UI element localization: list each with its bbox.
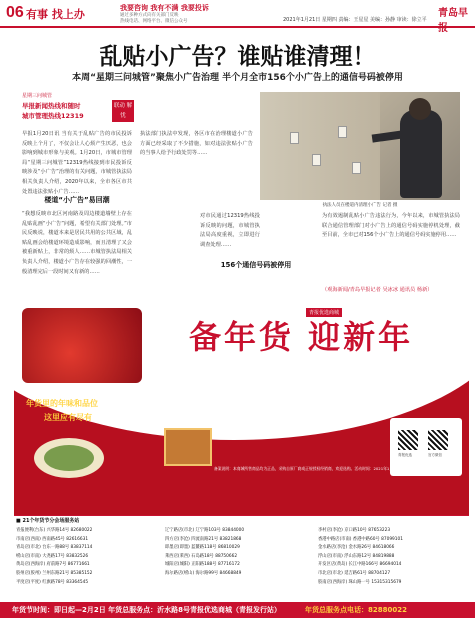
site-row: 开发区店(黄岛) 长江中路166号 86694014: [318, 562, 402, 568]
sites-header: ■ 21个年货节分会场服务站: [16, 518, 80, 524]
sites-column-1: [16, 527, 92, 587]
site-row: 青岛店(市北) 台东一路88号 83837114: [16, 545, 93, 551]
article-paragraph-5: 为有效遏制乱贴小广告违法行为，今年以来，市城管执法局联合通信管理部门对小广告上的通信号码实施停机处理，截至目前，全市已对156个小广告上的通信号码实施停用……: [322, 213, 460, 239]
section-heading-2: 156个通信号码被停用: [220, 261, 292, 269]
article-paragraph-4: 对市民通过12319热线投诉反映的问题，市城管执法局高度重视，立即进行调查处理……: [200, 213, 260, 248]
column-title-line2: 城市管理热线12319: [22, 112, 84, 120]
article-paragraph-3: 执法部门执法中发现，各区市在治理楼道小广告方面已经采取了不少措施，如对违法张贴小广告的当事人给予行政处罚等……: [140, 131, 253, 157]
site-row: 市南店(西南) 西南路45号 82616631: [16, 536, 89, 542]
site-row: 胶南店(西海岸) 珠山路一号 15315315679: [318, 579, 402, 585]
site-row: 莱西店(莱西) 石岛路18号 88750662: [165, 553, 238, 559]
site-row: 市北店(市北) 延吉路61号 88704127: [318, 570, 391, 576]
site-row: 平度店(平度) 红旗路78号 83364545: [16, 579, 89, 585]
ad-slogan-2: 这里应有尽有: [44, 413, 92, 422]
article-subhead: 本周“星期三问城管”聚焦小广告治理 半个月全市156个小广告上的通信号码被停用: [72, 73, 403, 83]
article-credit: （观海新闻/青岛早报记者 吴冰冰 通讯员 杨新）: [322, 287, 433, 293]
footer-hotline: 年货总服务点电话：82880022: [305, 606, 407, 614]
site-row: 李村店(李沧) 京口路10号 87653223: [318, 528, 391, 533]
ad-slogan-1: 年货里的年味和品位: [26, 399, 98, 408]
site-row: 即墨店(即墨) 蓝鳌路118号 86810029: [165, 545, 240, 551]
snack-box-image: [164, 428, 212, 466]
header-slogan-line2: 通过多种方式向有关部门反映: [120, 13, 179, 18]
site-row: 青报便利(台东) 兴华路14号 82680022: [16, 528, 93, 533]
site-row: 辽宁路店(市北) 辽宁路103号 83844000: [165, 528, 245, 533]
page-number: 06: [6, 4, 24, 21]
column-badge: 联动 解忧: [112, 100, 134, 122]
header-slogan: 我要咨询 我有不满 我要投诉: [120, 4, 209, 12]
site-row: 黄岛店(西海岸) 府前路7号 86771661: [16, 562, 90, 568]
newspaper-logo: 青岛早报: [438, 8, 468, 34]
site-row: 金水路店(李沧) 金水路26号 84618066: [318, 545, 395, 551]
article-paragraph-1: 早报1月20日讯 当有关于乱贴广告的市民投诉反映上个月了，不仅会让人心烦产生厌恶，也会影响到城市形象与美观。1月20日，市城市管理局“星期三问城管”12319热线接到市民投诉反映涉及“小广告”治理的有关问题，市城管执法局相关负责人介绍，2020年以来，全市各区市共处置违法张贴小广告……: [22, 131, 132, 195]
column-title-line1: 早报新闻热线和随时: [22, 102, 81, 110]
mall-logo: 青报优选商城: [306, 308, 342, 317]
site-row: 浮山店(市南) 浮山东路12号 84819888: [318, 553, 395, 559]
column-tag: 星期三问城管: [22, 93, 53, 99]
article-paragraph-2: “我想反映市北区河南路及周边楼道墙壁上存在乱贴乱画“小广告”问题，希望有关部门处理。”市民反映说，楼道本来是居民共用的公共区域，乱贴乱画会给楼道环境造成影响，而且清理了又会被重新贴上，非常的烦人……市城管执法局相关负责人介绍，楼道小广告存在较强的回潮性，一般清理完后一段时间又有新的……: [22, 211, 132, 275]
section-heading-1: 楼道“小广告”易回潮: [44, 196, 110, 204]
gift-box-image: [22, 308, 142, 383]
section-brand: 有事 找上办: [26, 8, 85, 21]
ad-line-1: 青报优选商城是青岛日报报业集团官方商城平台，年: [202, 396, 322, 402]
ad-title: 备年货 迎新年: [189, 318, 414, 356]
qr-code-icon[interactable]: [428, 430, 448, 450]
header-slogan-line3: 热线电话、网络平台、微信公众号: [120, 19, 188, 24]
pistachio-image: [44, 445, 94, 471]
qr-label-1: 青报优选: [398, 453, 412, 457]
ad-notice: 备案说明：本商城所售商品均为正品，采购自原厂商或正规授权经销商，欢迎选购。活动时间：2021年1月20日—2月10日，详情请咨询客服热线。: [214, 466, 463, 471]
site-row: 胶州店(胶州) 兰州东路21号 85385152: [16, 570, 93, 576]
header-date-line: 2021年1月21日 星期四 责编：王星星 美编：孙静 审读：徐立平: [283, 17, 427, 23]
site-row: 香港中路店(市南) 香港中路60号 87099101: [318, 536, 403, 542]
qr-label-2: 官方微信: [428, 453, 442, 457]
new-year-goods-ad: [14, 300, 469, 515]
ad-subtitle: 青报优选商城年货节邀您来选年货啦！: [209, 381, 363, 391]
ad-line-2: 货节期间，全场商品限时优惠，满减、包邮，还有更多惊喜等你来！: [202, 405, 358, 411]
site-row: 海尔路店(崂山) 海尔路99号 84668849: [165, 570, 242, 576]
article-photo: [260, 92, 460, 200]
article-headline: 乱贴小广告？谁贴谁清理！: [99, 44, 376, 70]
photo-caption: 执法人员在楼道内清理小广告 记者 摄: [322, 203, 398, 208]
sites-column-3: [318, 527, 403, 587]
footer-left-text: 年货节时间：即日起—2月2日 年货总服务点：沂水路8号青报优选商城（青报发行站）: [12, 606, 282, 614]
site-row: 四方店(李沧) 四流南路21号 83821868: [165, 536, 242, 542]
qr-code-icon[interactable]: [398, 430, 418, 450]
sites-column-2: [165, 527, 244, 579]
site-row: 城阳店(城阳) 正阳路188号 87716172: [165, 562, 240, 568]
ad-line-3: 精品年货、实惠多多、让您的年更加有滋有味！: [202, 414, 311, 420]
site-row: 崂山店(市南) 大尧路17号 83832526: [16, 553, 89, 559]
